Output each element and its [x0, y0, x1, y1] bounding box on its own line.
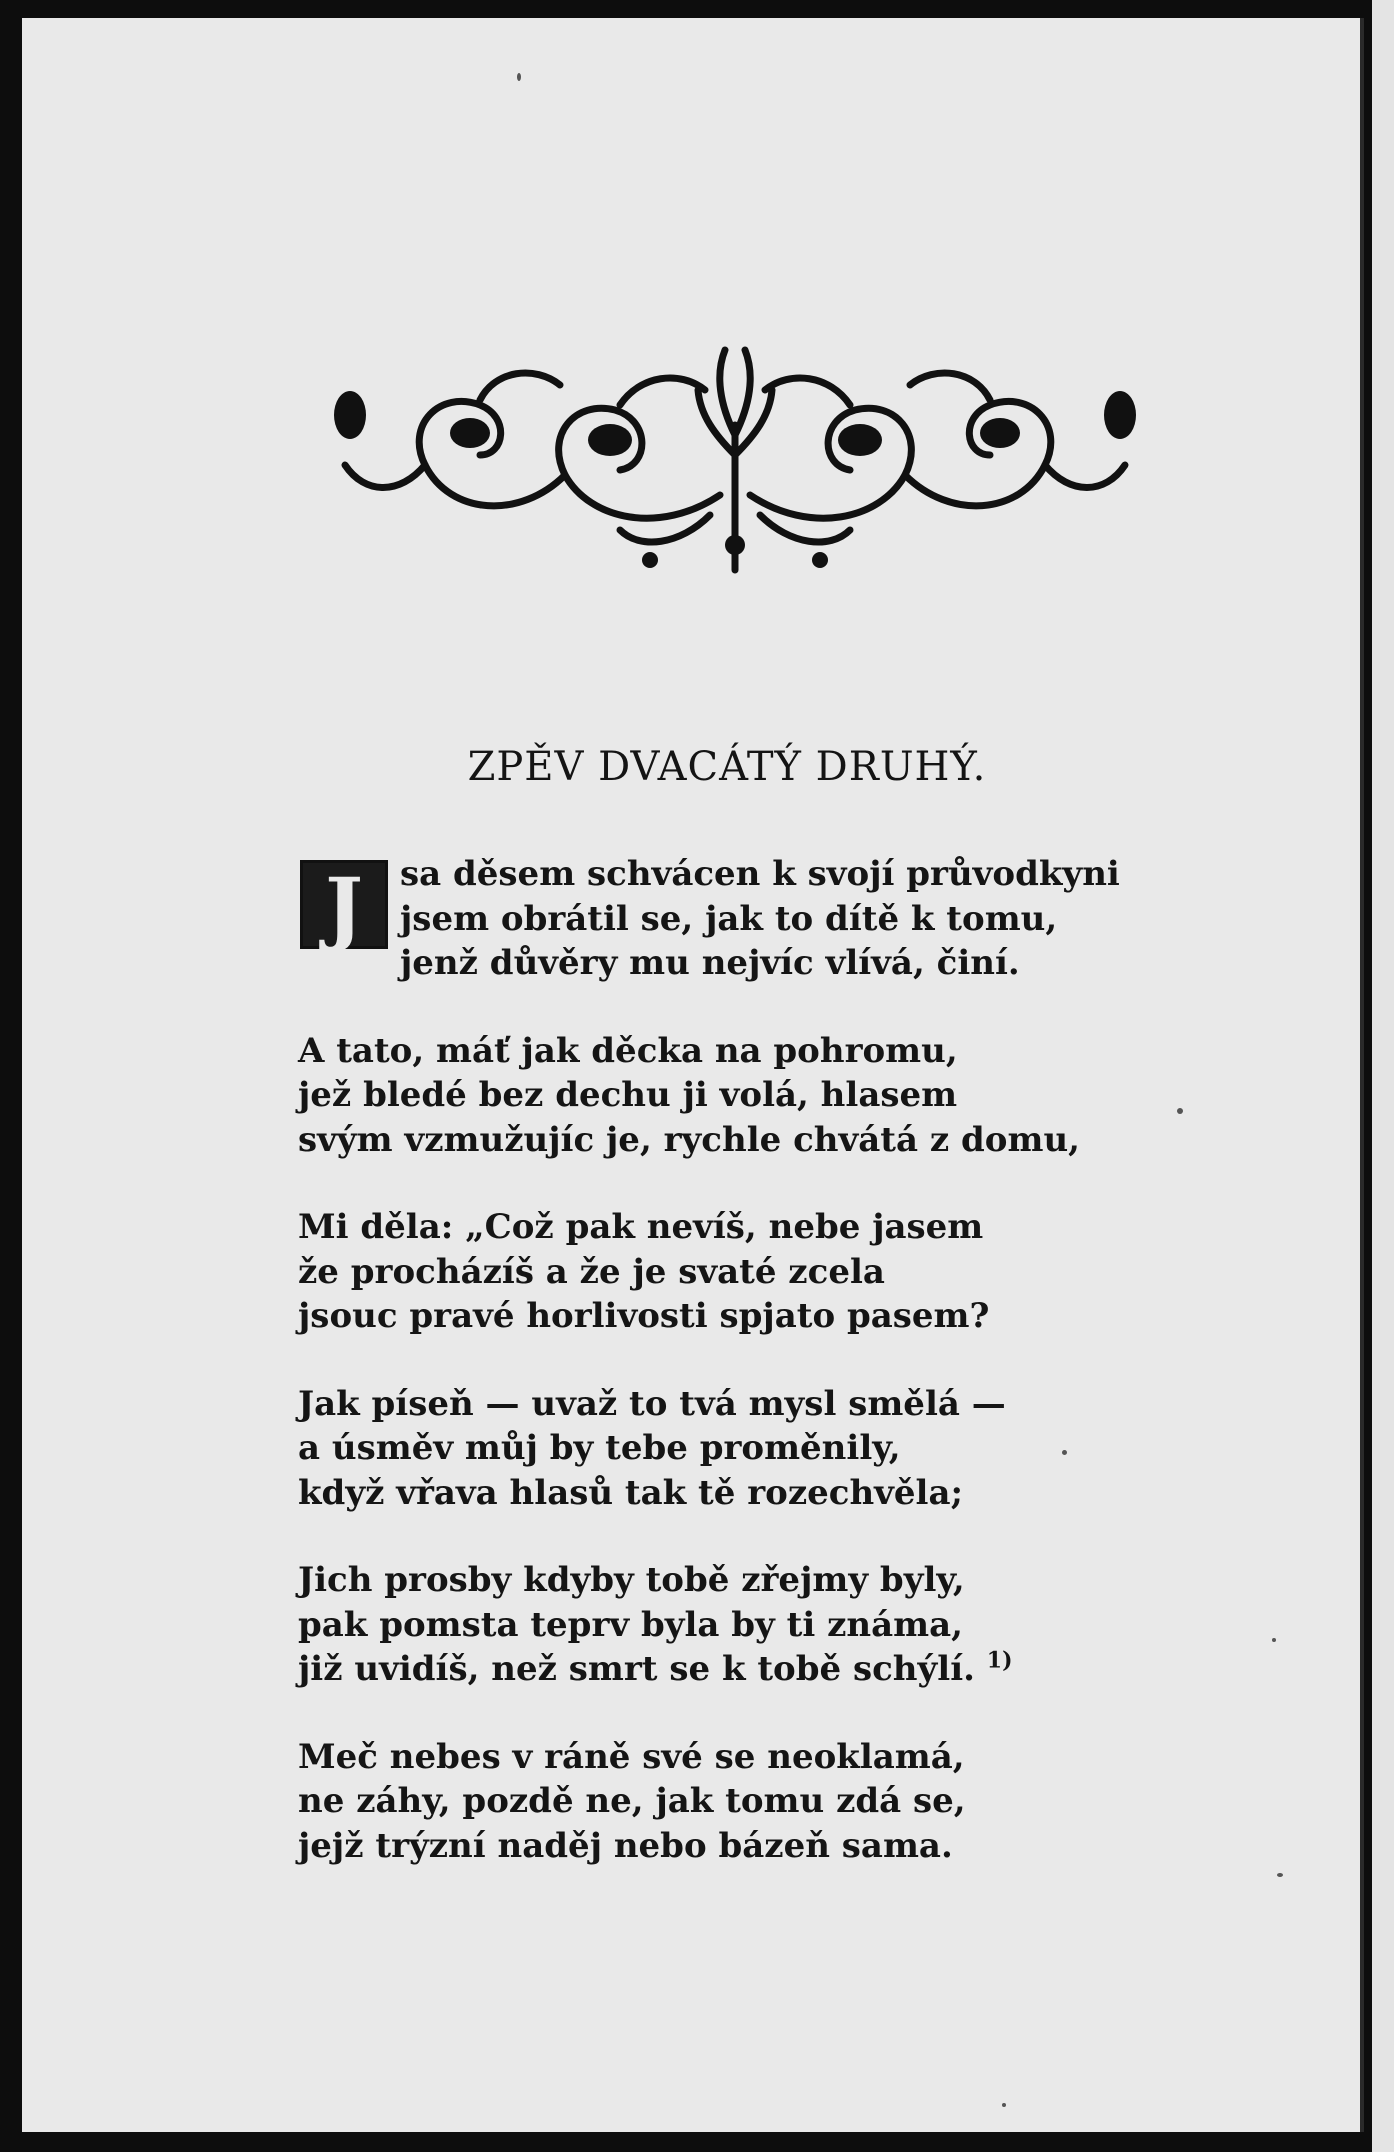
poem-line: pak pomsta teprv byla by ti známa, — [298, 1604, 963, 1645]
adjacent-page-edge — [1372, 0, 1394, 2152]
stanza — [298, 852, 1158, 986]
poem-line: když vřava hlasů tak tě rozechvěla; — [298, 1472, 964, 1513]
poem-line: Meč nebes v ráně své se neoklamá, — [298, 1736, 965, 1777]
poem-line: ne záhy, pozdě ne, jak tomu zdá se, — [298, 1781, 966, 1821]
stanza — [298, 1558, 1158, 1692]
poem-line: jsouc pravé horlivosti spjato pasem? — [298, 1296, 990, 1336]
poem-line: jenž důvěry mu nejvíc vlívá, činí. — [400, 943, 1020, 983]
dropcap-initial: J — [300, 860, 388, 949]
chapter-title: ZPĚV DVACÁTÝ DRUHÝ. — [467, 744, 987, 790]
poem-line: Jak píseň — uvaž to tvá mysl smělá — — [298, 1383, 1006, 1424]
floral-headpiece-ornament-icon — [320, 345, 1150, 575]
footnote-marker[interactable]: 1) — [986, 1647, 1013, 1674]
poem-line: sa děsem schvácen k svojí průvodkyni — [400, 854, 1120, 894]
print-speck — [1002, 2103, 1006, 2107]
poem-line-with-note — [298, 1647, 1158, 1692]
poem-line: Mi děla: „Což pak nevíš, nebe jasem — [298, 1207, 984, 1247]
poem-line: A tato, máť jak děcka na pohromu, — [298, 1030, 958, 1071]
poem-line: již uvidíš, než smrt se k tobě schýlí. — [298, 1649, 975, 1689]
poem-line: jež bledé bez dechu ji volá, hlasem — [298, 1075, 958, 1115]
poem-line: a úsměv můj by tebe proměnily, — [298, 1428, 901, 1468]
stanza — [298, 1029, 1158, 1163]
stanza — [298, 1735, 1158, 1869]
poem-line: svým vzmužujíc je, rychle chvátá z domu, — [298, 1119, 1080, 1160]
poem-line: že procházíš a že je svaté zcela — [298, 1251, 885, 1292]
stanza — [298, 1205, 1158, 1339]
stanza — [298, 1382, 1158, 1516]
print-speck — [1277, 1873, 1283, 1877]
print-speck — [1272, 1638, 1276, 1642]
poem-line: Jich prosby kdyby tobě zřejmy byly, — [298, 1560, 965, 1600]
print-speck — [1177, 1108, 1183, 1114]
poem-line: jejž trýzní naděj nebo bázeň sama. — [298, 1825, 953, 1866]
poem-line: jsem obrátil se, jak to dítě k tomu, — [400, 898, 1058, 939]
print-speck — [517, 73, 521, 81]
poem-body — [298, 852, 1158, 1911]
